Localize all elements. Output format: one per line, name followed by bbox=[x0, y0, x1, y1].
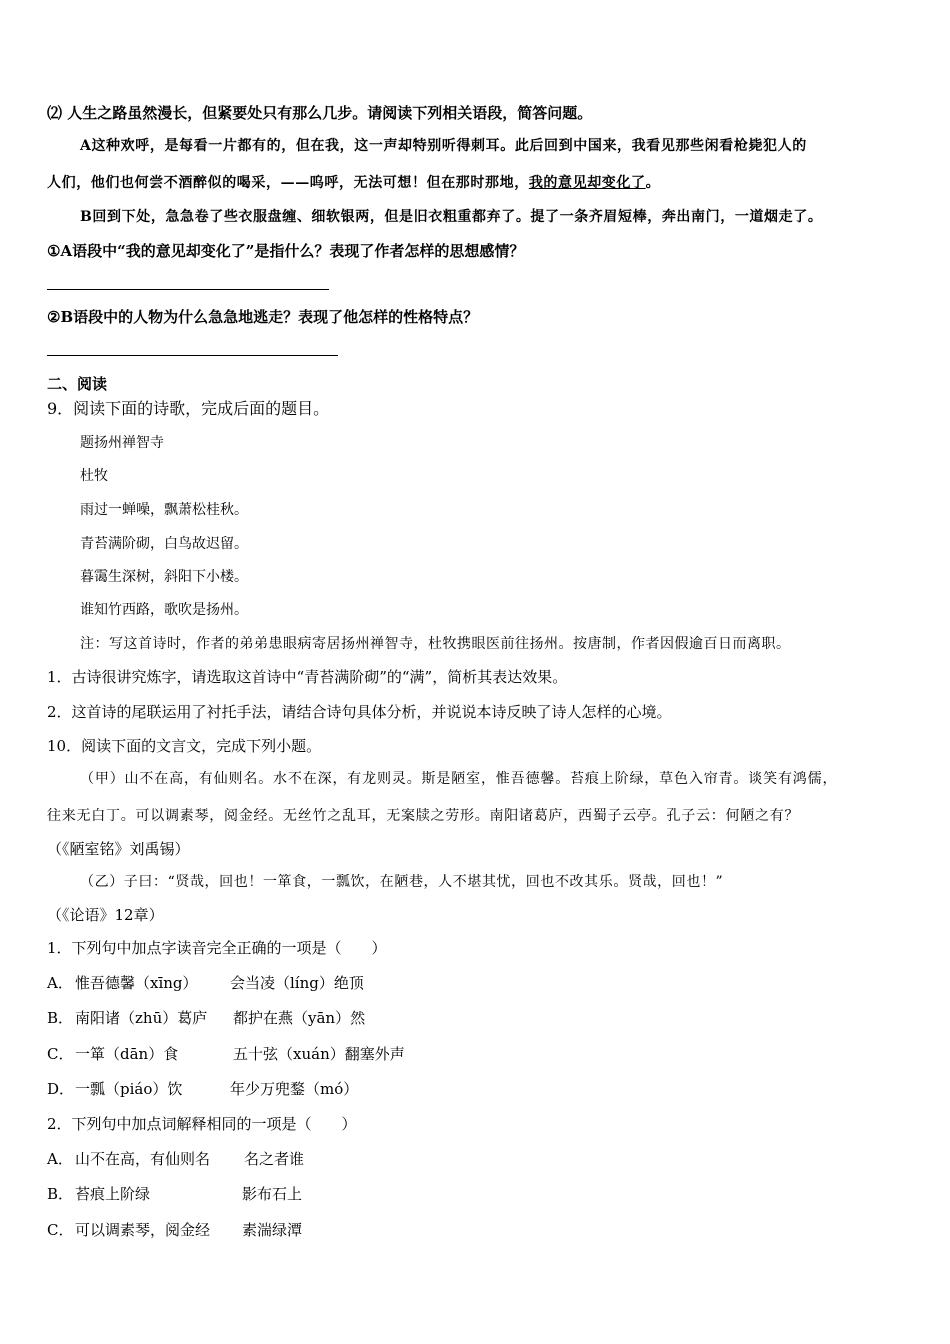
question-prompt: ⑵ 人生之路虽然漫长，但紧要处只有那么几步。请阅读下列相关语段，简答问题。 bbox=[47, 104, 593, 122]
q10-sub-question-1: 1．下列句中加点字读音完全正确的一项是（ ） bbox=[47, 939, 387, 957]
q10-sub-question-2: 2．下列句中加点词解释相同的一项是（ ） bbox=[47, 1115, 357, 1133]
option-b[interactable]: B． 苔痕上阶绿 影布石上 bbox=[47, 1185, 303, 1203]
passage-yi-line-1: （乙）子曰：“贤哉，回也！一箪食，一瓢饮，在陋巷，人不堪其忧，回也不改其乐。贤哉，回也！” bbox=[80, 874, 724, 890]
passage-b: B回到下处，急急卷了些衣服盘缠、细软银两，但是旧衣粗重都弃了。提了一条齐眉短棒，奔出南门，一道烟走了。 bbox=[80, 209, 823, 225]
poem-line: 青苔满阶砌，白鸟故迟留。 bbox=[80, 536, 248, 552]
option-c[interactable]: C． 一箪（dān）食 五十弦（xuán）翻塞外声 bbox=[47, 1045, 405, 1063]
answer-blank-1[interactable] bbox=[47, 289, 329, 290]
poem-line: 暮霭生深树，斜阳下小楼。 bbox=[80, 569, 248, 585]
option-a[interactable]: A． 惟吾德馨（xīng） 会当凌（líng）绝顶 bbox=[47, 974, 364, 992]
q9-stem: 9．阅读下面的诗歌，完成后面的题目。 bbox=[47, 399, 330, 418]
passage-a-line-2: 人们，他们也何尝不酒醉似的喝采，——呜呼，无法可想！但在那时那地，我的意见却变化了。 bbox=[47, 175, 661, 191]
q10-stem: 10．阅读下面的文言文，完成下列小题。 bbox=[47, 737, 322, 755]
passage-jia-line-2: 往来无白丁。可以调素琴，阅金经。无丝竹之乱耳，无案牍之劳形。南阳诸葛庐，西蜀子云亭。孔子云：何陋之有？ bbox=[47, 808, 800, 824]
poem-author: 杜牧 bbox=[80, 468, 108, 484]
passage-jia-line-1: （甲）山不在高，有仙则名。水不在深，有龙则灵。斯是陋室，惟吾德馨。苔痕上阶绿，草色入帘青。谈笑有鸿儒， bbox=[80, 771, 838, 787]
option-b[interactable]: B． 南阳诸（zhū）葛庐 都护在燕（yān）然 bbox=[47, 1009, 366, 1027]
poem-line: 雨过一蝉噪，飘萧松桂秋。 bbox=[80, 502, 248, 518]
poem-title: 题扬州禅智寺 bbox=[80, 435, 164, 451]
section-heading: 二、阅读 bbox=[47, 375, 108, 393]
poem-note: 注：写这首诗时，作者的弟弟患眼病寄居扬州禅智寺，杜牧携眼医前往扬州。按唐制，作者因假逾百日而离职。 bbox=[80, 636, 791, 652]
sub-question-1: ①A语段中“我的意见却变化了”是指什么？表现了作者怎样的思想感情？ bbox=[47, 242, 525, 260]
answer-blank-2[interactable] bbox=[47, 355, 338, 356]
option-c[interactable]: C． 可以调素琴，阅金经 素湍绿潭 bbox=[47, 1221, 303, 1239]
q9-sub-question-1: 1．古诗很讲究炼字，请选取这首诗中“青苔满阶砌”的“满”，简析其表达效果。 bbox=[47, 668, 568, 686]
sub-question-2: ②B语段中的人物为什么急急地逃走？表现了他怎样的性格特点？ bbox=[47, 308, 479, 326]
poem-line: 谁知竹西路，歌吹是扬州。 bbox=[80, 602, 248, 618]
option-d[interactable]: D．一瓢（piáo）饮 年少万兜鍪（mó） bbox=[47, 1080, 359, 1098]
passage-yi-source: （《论语》12章） bbox=[47, 906, 164, 924]
passage-jia-source: （《陋室铭》刘禹锡） bbox=[47, 840, 190, 858]
option-a[interactable]: A． 山不在高，有仙则名 名之者谁 bbox=[47, 1150, 305, 1168]
underlined-phrase: 我的意见却变化了 bbox=[528, 175, 646, 191]
passage-a-line-1: A这种欢呼，是每看一片都有的，但在我，这一声却特别听得刺耳。此后回到中国来，我看见那些闲看枪毙犯人的 bbox=[80, 138, 807, 154]
q9-sub-question-2: 2．这首诗的尾联运用了衬托手法，请结合诗句具体分析，并说说本诗反映了诗人怎样的心境。 bbox=[47, 703, 672, 721]
